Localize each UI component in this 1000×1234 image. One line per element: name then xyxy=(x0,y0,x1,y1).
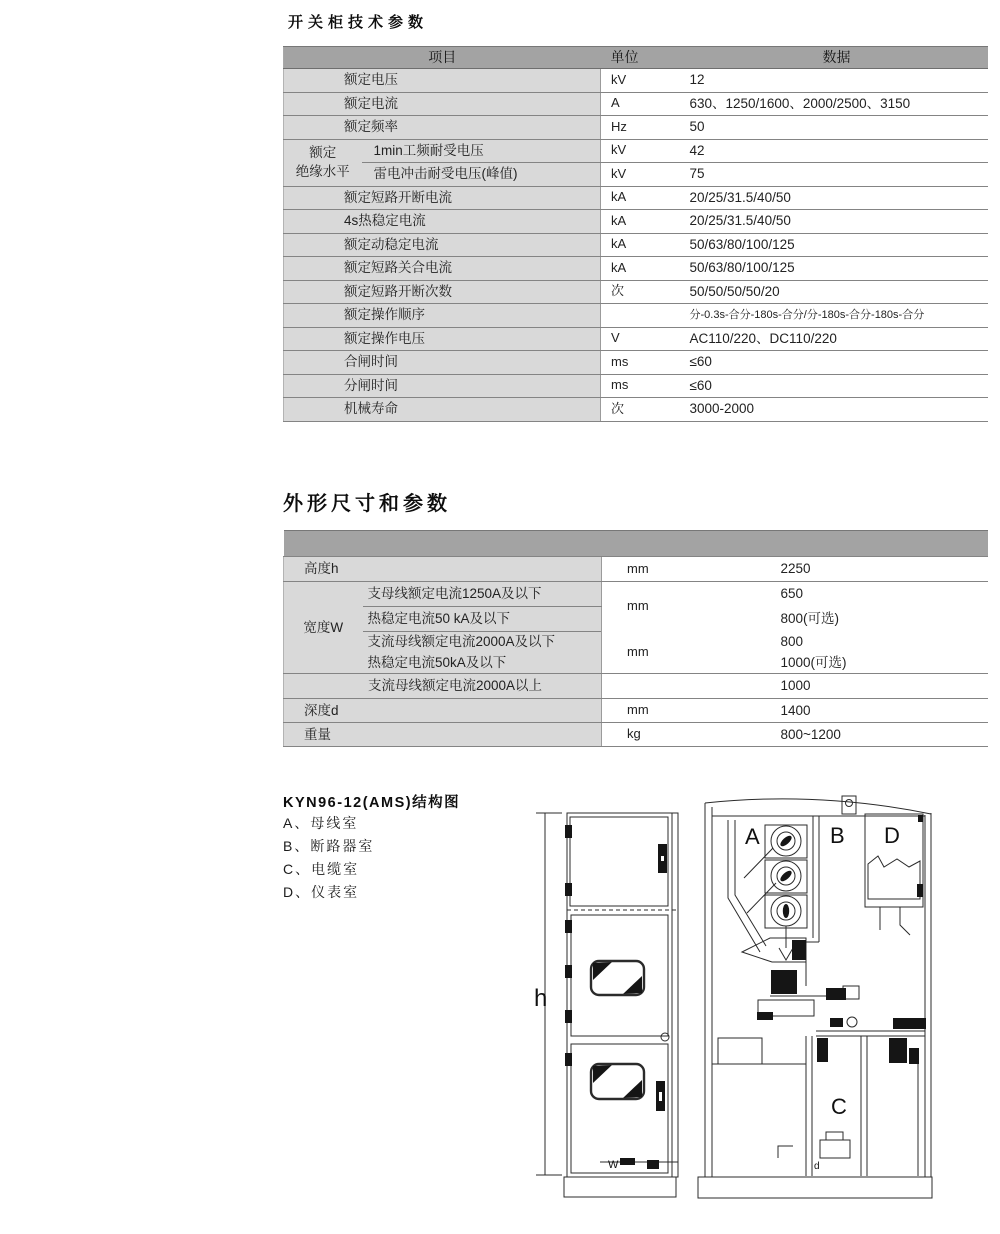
dim-condition: 支母线额定电流1250A及以下 xyxy=(363,582,602,607)
section-view-drawing xyxy=(698,796,932,1198)
dim-value: 2250 xyxy=(777,557,988,582)
param-name: 1min工频耐受电压 xyxy=(362,139,601,163)
param-unit: ms xyxy=(601,351,686,375)
dim-name: 深度d xyxy=(284,699,602,723)
param-name: 额定操作顺序 xyxy=(284,304,601,328)
instrument-room-label: D xyxy=(884,823,900,848)
param-name: 额定短路开断电流 xyxy=(284,186,601,210)
dim-condition: 热稳定电流50 kA及以下 xyxy=(363,607,602,632)
table-row xyxy=(284,674,988,699)
table-row xyxy=(284,186,988,210)
table-row xyxy=(284,723,988,747)
technical-params-table xyxy=(283,46,988,422)
param-unit: kA xyxy=(601,186,686,210)
table-row xyxy=(284,374,988,398)
param-value: 75 xyxy=(686,163,988,187)
dim-condition: 热稳定电流50kA及以下 xyxy=(363,653,602,674)
table-row xyxy=(284,699,988,723)
table-row xyxy=(284,327,988,351)
param-unit: kV xyxy=(601,163,686,187)
param-value: 50 xyxy=(686,116,988,140)
table-row xyxy=(284,116,988,140)
param-unit: V xyxy=(601,327,686,351)
section-title-dimensions: 外形尺寸和参数 xyxy=(283,493,451,515)
breaker-room-label: B xyxy=(830,823,845,848)
structure-legend xyxy=(283,791,460,904)
col-header-data: 数据 xyxy=(686,47,988,69)
param-unit: 次 xyxy=(601,280,686,304)
dim-value: 1400 xyxy=(777,699,988,723)
table-row xyxy=(284,210,988,234)
table-row xyxy=(284,233,988,257)
dim-group-name: 宽度W xyxy=(284,582,363,674)
table-row xyxy=(284,280,988,304)
dim-unit: mm xyxy=(602,699,777,723)
structure-diagram xyxy=(510,786,955,1211)
param-name: 分闸时间 xyxy=(284,374,601,398)
param-unit: kV xyxy=(601,69,686,93)
param-name: 额定电压 xyxy=(284,69,601,93)
dimensions-table xyxy=(283,530,988,747)
param-value: 分-0.3s-合分-180s-合分/分-180s-合分-180s-合分 xyxy=(686,304,988,328)
param-name: 机械寿命 xyxy=(284,398,601,422)
param-group-name xyxy=(284,139,362,186)
section-title-technical-params: 开关柜技术参数 xyxy=(288,14,429,31)
dim-value: 1000 xyxy=(777,674,988,699)
legend-item-busbar: A、母线室 xyxy=(283,815,359,831)
height-dimension-label: h xyxy=(534,985,548,1012)
legend-item-cable: C、电缆室 xyxy=(283,861,360,877)
param-value: 20/25/31.5/40/50 xyxy=(686,186,988,210)
param-unit: kV xyxy=(601,139,686,163)
legend-item-breaker: B、断路器室 xyxy=(283,838,375,854)
dim-value: 650 xyxy=(780,586,804,602)
front-view-hardware xyxy=(565,825,667,1169)
cable-room-label: C xyxy=(831,1094,847,1119)
param-unit xyxy=(601,304,686,328)
dim-unit xyxy=(602,674,777,699)
structure-title: KYN96-12(AMS)结构图 xyxy=(283,795,461,811)
col-header-item: 项目 xyxy=(284,47,601,69)
param-unit: kA xyxy=(601,233,686,257)
param-name: 4s热稳定电流 xyxy=(284,210,601,234)
param-name: 额定短路开断次数 xyxy=(284,280,601,304)
param-group-line2: 绝缘水平 xyxy=(295,163,350,179)
section-view-components xyxy=(757,815,926,1064)
param-value: AC110/220、DC110/220 xyxy=(686,327,988,351)
param-name: 额定操作电压 xyxy=(284,327,601,351)
table-row xyxy=(284,139,988,163)
front-view-handle-slots xyxy=(659,856,664,1101)
dim-unit: kg xyxy=(602,723,777,747)
param-unit: Hz xyxy=(601,116,686,140)
param-value: ≤60 xyxy=(686,351,988,375)
dim-name: 高度h xyxy=(284,557,602,582)
table-row xyxy=(284,304,988,328)
col-header-unit: 单位 xyxy=(601,47,686,69)
table-row xyxy=(284,257,988,281)
dim-value: 800(可选) xyxy=(780,611,840,627)
depth-dimension-label: d xyxy=(814,1161,820,1172)
table-row xyxy=(284,582,988,607)
param-unit: 次 xyxy=(601,398,686,422)
param-unit: ms xyxy=(601,374,686,398)
param-value: ≤60 xyxy=(686,374,988,398)
table-row xyxy=(284,92,988,116)
param-unit: A xyxy=(601,92,686,116)
param-value: 20/25/31.5/40/50 xyxy=(686,210,988,234)
param-name: 额定动稳定电流 xyxy=(284,233,601,257)
dim-condition: 支流母线额定电流2000A及以下 xyxy=(363,632,602,653)
table-row xyxy=(284,557,988,582)
param-value: 50/63/80/100/125 xyxy=(686,233,988,257)
table-row xyxy=(284,163,988,187)
param-name: 额定短路关合电流 xyxy=(284,257,601,281)
param-name: 额定频率 xyxy=(284,116,601,140)
dim-unit: mm xyxy=(602,632,777,674)
busbar-room-label: A xyxy=(745,824,760,849)
param-unit: kA xyxy=(601,210,686,234)
table-header-band xyxy=(284,531,988,557)
param-group-line1: 额定 xyxy=(309,145,337,161)
legend-item-instrument: D、仪表室 xyxy=(283,884,360,900)
param-value: 12 xyxy=(686,69,988,93)
dim-value: 1000(可选) xyxy=(777,653,988,674)
param-name: 雷电冲击耐受电压(峰值) xyxy=(362,163,601,187)
param-value: 3000-2000 xyxy=(686,398,988,422)
param-name: 额定电流 xyxy=(284,92,601,116)
param-value: 50/50/50/50/20 xyxy=(686,280,988,304)
dim-condition: 支流母线额定电流2000A以上 xyxy=(284,674,602,699)
dim-value: 800 xyxy=(780,634,804,650)
param-unit: kA xyxy=(601,257,686,281)
dim-value: 800~1200 xyxy=(777,723,988,747)
param-value: 50/63/80/100/125 xyxy=(686,257,988,281)
table-row xyxy=(284,398,988,422)
table-row xyxy=(284,351,988,375)
width-dimension-label: W xyxy=(608,1159,619,1171)
param-name: 合闸时间 xyxy=(284,351,601,375)
front-view-drawing xyxy=(536,813,678,1197)
dim-unit: mm xyxy=(602,557,777,582)
table-row xyxy=(284,69,988,93)
param-value: 630、1250/1600、2000/2500、3150 xyxy=(686,92,988,116)
dimensions-header-band xyxy=(284,531,988,557)
dim-unit: mm xyxy=(602,582,777,632)
param-value: 42 xyxy=(686,139,988,163)
table-header-row xyxy=(284,47,988,69)
dim-name: 重量 xyxy=(284,723,602,747)
table-row xyxy=(284,632,988,653)
